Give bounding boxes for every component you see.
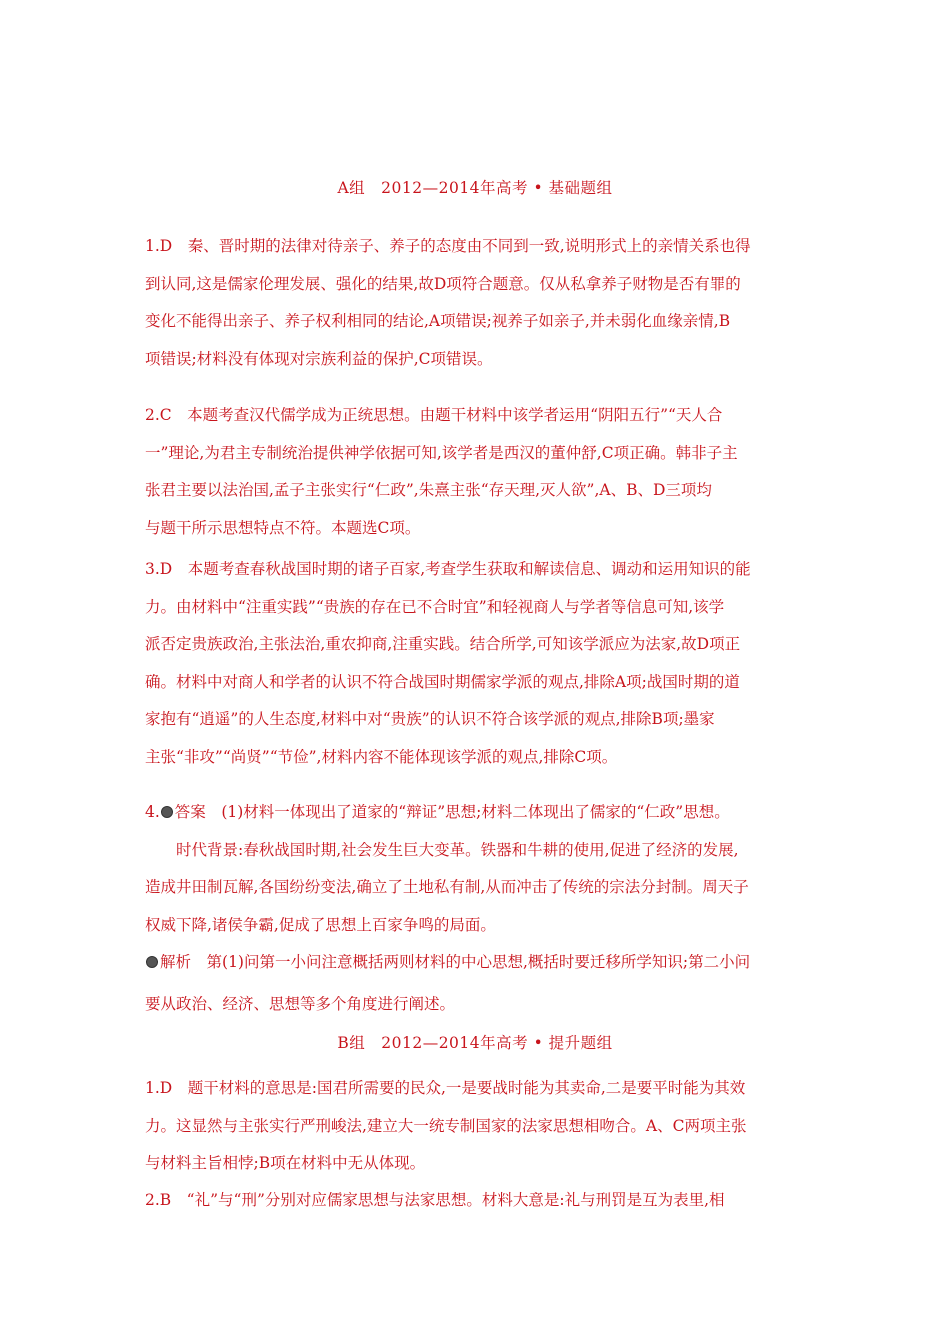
section-a-q2	[145, 397, 810, 547]
text-line: 1.D 秦、晋时期的法律对待亲子、养子的态度由不同到一致,说明形式上的亲情关系也得	[145, 237, 751, 255]
q4-answer-line	[145, 794, 810, 832]
text-line: 到认同,这是儒家伦理发展、强化的结果,故D项符合题意。仅从私拿养子财物是否有罪的	[145, 274, 741, 293]
section-a-heading: A组 2012—2014年高考 • 基础题组	[337, 179, 613, 197]
text-line: 力。由材料中“注重实践”“贵族的存在已不合时宜”和轻视商人与学者等信息可知,该学	[145, 597, 725, 616]
text-line: 变化不能得出亲子、养子权利相同的结论,A项错误;视养子如亲子,并未弱化血缘亲情,B	[145, 312, 731, 330]
text-line: 家抱有“逍遥”的人生态度,材料中对“贵族”的认识不符合该学派的观点,排除B项;墨家	[145, 710, 715, 728]
analysis-marker-icon	[146, 956, 158, 968]
section-b-heading: B组 2012—2014年高考 • 提升题组	[337, 1034, 613, 1052]
text-line: 派否定贵族政治,主张法治,重农抑商,注重实践。结合所学,可知该学派应为法家,故D项正	[145, 635, 741, 653]
text-line: 要从政治、经济、思想等多个角度进行阐述。	[145, 994, 456, 1013]
text-line: 与材料主旨相悖;B项在材料中无从体现。	[145, 1154, 426, 1172]
text-line: 项错误;材料没有体现对宗族利益的保护,C项错误。	[145, 349, 493, 368]
text-line: 一”理论,为君主专制统治提供神学依据可知,该学者是西汉的董仲舒,C项正确。韩非子主	[145, 443, 738, 462]
text-line: 确。材料中对商人和学者的认识不符合战国时期儒家学派的观点,排除A项;战国时期的道	[145, 672, 740, 691]
section-a-q4	[145, 794, 810, 1023]
q4-analysis-line	[145, 944, 810, 982]
analysis-text: 第(1)问第一小问注意概括两则材料的中心思想,概括时要迁移所学知识;第二小问	[191, 953, 751, 971]
text-line: 张君主要以法治国,孟子主张实行“仁政”,朱熹主张“存天理,灭人欲”,A、B、D三项均	[145, 481, 712, 499]
text-line: 力。这显然与主张实行严刑峻法,建立大一统专制国家的法家思想相吻合。A、C两项主张	[145, 1116, 747, 1135]
text-line: 主张“非攻”“尚贤”“节俭”,材料内容不能体现该学派的观点,排除C项。	[145, 747, 618, 766]
text-line: 2.C 本题考查汉代儒学成为正统思想。由题干材料中该学者运用“阴阳五行”“天人合	[145, 406, 723, 424]
section-a-q1	[145, 228, 810, 378]
analysis-label: 解析	[160, 953, 192, 971]
answer-text: (1)材料一体现出了道家的“辩证”思想;材料二体现出了儒家的“仁政”思想。	[205, 803, 730, 821]
answer-label: 答案	[174, 803, 206, 821]
text-line: 2.B “礼”与“刑”分别对应儒家思想与法家思想。材料大意是:礼与刑罚是互为表里,相	[145, 1191, 725, 1209]
section-b-q1	[145, 1070, 810, 1183]
text-line: 1.D 题干材料的意思是:国君所需要的民众,一是要战时能为其卖命,二是要平时能为其效	[145, 1079, 746, 1097]
text-line: 3.D 本题考查春秋战国时期的诸子百家,考查学生获取和解读信息、调动和运用知识的能	[145, 560, 751, 578]
text-line: 时代背景:春秋战国时期,社会发生巨大变革。铁器和牛耕的使用,促进了经济的发展,	[176, 840, 739, 859]
q4-number: 4.	[145, 803, 160, 821]
answer-marker-icon	[161, 806, 173, 818]
text-line: 造成井田制瓦解,各国纷纷变法,确立了土地私有制,从而冲击了传统的宗法分封制。周天子	[145, 878, 749, 896]
section-a-q3	[145, 551, 810, 776]
text-line: 与题干所示思想特点不符。本题选C项。	[145, 518, 421, 537]
text-line: 权威下降,诸侯争霸,促成了思想上百家争鸣的局面。	[145, 915, 496, 934]
section-b-q2	[145, 1182, 810, 1220]
